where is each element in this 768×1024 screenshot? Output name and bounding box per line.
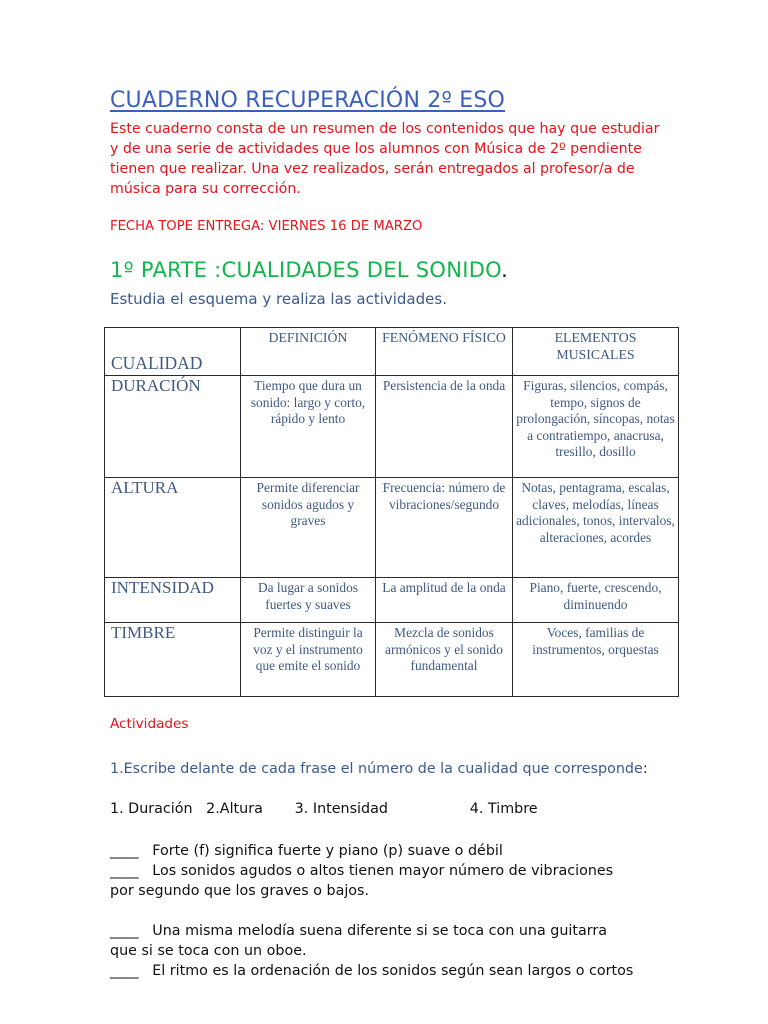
question-1-text: 1.Escribe delante de cada frase el número de la cualidad que corresponde <box>110 761 643 777</box>
intro-line: tienen que realizar. Una vez realizados, serán entregados al profesor/a de <box>110 161 635 177</box>
header-cualidad: CUALIDAD <box>105 328 241 376</box>
header-definicion: DEFINICIÓN <box>241 328 376 376</box>
cell-fenomeno: La amplitud de la onda <box>376 578 513 623</box>
study-instruction: Estudia el esquema y realiza las actividades. <box>110 290 447 308</box>
intro-line: música para su corrección. <box>110 181 301 197</box>
cell-definicion: Tiempo que dura un sonido: largo y corto, rápido y lento <box>241 376 376 478</box>
quality-options: 1. Duración 2.Altura 3. Intensidad 4. Timbre <box>110 801 538 817</box>
cell-cualidad: TIMBRE <box>105 623 241 697</box>
deadline-text: FECHA TOPE ENTREGA: VIERNES 16 DE MARZO <box>110 219 423 234</box>
cell-cualidad: ALTURA <box>105 478 241 578</box>
table-row <box>105 478 679 578</box>
question-1-colon: : <box>642 761 648 777</box>
answer-blank[interactable]: ____ <box>110 863 139 879</box>
intro-paragraph <box>110 119 670 199</box>
answer-blank[interactable]: ____ <box>110 963 139 979</box>
exercise-sentence <box>110 921 607 961</box>
question-1 <box>110 761 648 777</box>
sound-qualities-table <box>104 327 679 697</box>
sentence-text: Una misma melodía suena diferente si se toca con una guitarra <box>152 923 608 939</box>
answer-blank[interactable]: ____ <box>110 923 139 939</box>
cell-definicion: Da lugar a sonidos fuertes y suaves <box>241 578 376 623</box>
exercise-sentence <box>110 861 613 901</box>
cell-cualidad: DURACIÓN <box>105 376 241 478</box>
sentence-text: Forte (f) significa fuerte y piano (p) suave o débil <box>152 843 503 859</box>
part-title-dot: . <box>501 258 509 282</box>
cell-fenomeno: Mezcla de sonidos armónicos y el sonido fundamental <box>376 623 513 697</box>
table-row <box>105 376 679 478</box>
exercise-sentence <box>110 841 503 861</box>
exercise-sentence <box>110 961 633 981</box>
cell-elementos: Piano, fuerte, crescendo, diminuendo <box>513 578 679 623</box>
header-elementos: ELEMENTOS MUSICALES <box>513 328 679 376</box>
table-header-row <box>105 328 679 376</box>
cell-elementos: Figuras, silencios, compás, tempo, signos de prolongación, síncopas, notas a contratiempo, anacrusa, tresillo, dosillo <box>513 376 679 478</box>
cell-elementos: Voces, familias de instrumentos, orquestas <box>513 623 679 697</box>
intro-line: Este cuaderno consta de un resumen de los contenidos que hay que estudiar <box>110 121 660 137</box>
document-title: CUADERNO RECUPERACIÓN 2º ESO <box>110 88 506 113</box>
cell-fenomeno: Frecuencia: número de vibraciones/segundo <box>376 478 513 578</box>
cell-fenomeno: Persistencia de la onda <box>376 376 513 478</box>
cell-definicion: Permite diferenciar sonidos agudos y graves <box>241 478 376 578</box>
sentence-text: Los sonidos agudos o altos tienen mayor número de vibraciones <box>152 863 614 879</box>
cell-cualidad: INTENSIDAD <box>105 578 241 623</box>
cell-elementos: Notas, pentagrama, escalas, claves, melodías, líneas adicionales, tonos, intervalos, alteraciones, acordes <box>513 478 679 578</box>
sentence-text-continued: que si se toca con un oboe. <box>110 943 307 959</box>
header-fenomeno: FENÓMENO FÍSICO <box>376 328 513 376</box>
table-row <box>105 578 679 623</box>
sentence-text: El ritmo es la ordenación de los sonidos según sean largos o cortos <box>152 963 634 979</box>
answer-blank[interactable]: ____ <box>110 843 139 859</box>
table-row <box>105 623 679 697</box>
activities-heading: Actividades <box>110 716 189 732</box>
sentence-text-continued: por segundo que los graves o bajos. <box>110 883 370 899</box>
part-title <box>110 258 508 282</box>
cell-definicion: Permite distinguir la voz y el instrumento que emite el sonido <box>241 623 376 697</box>
intro-line: y de una serie de actividades que los alumnos con Música de 2º pendiente <box>110 141 642 157</box>
part-title-text: 1º PARTE :CUALIDADES DEL SONIDO <box>110 258 502 282</box>
